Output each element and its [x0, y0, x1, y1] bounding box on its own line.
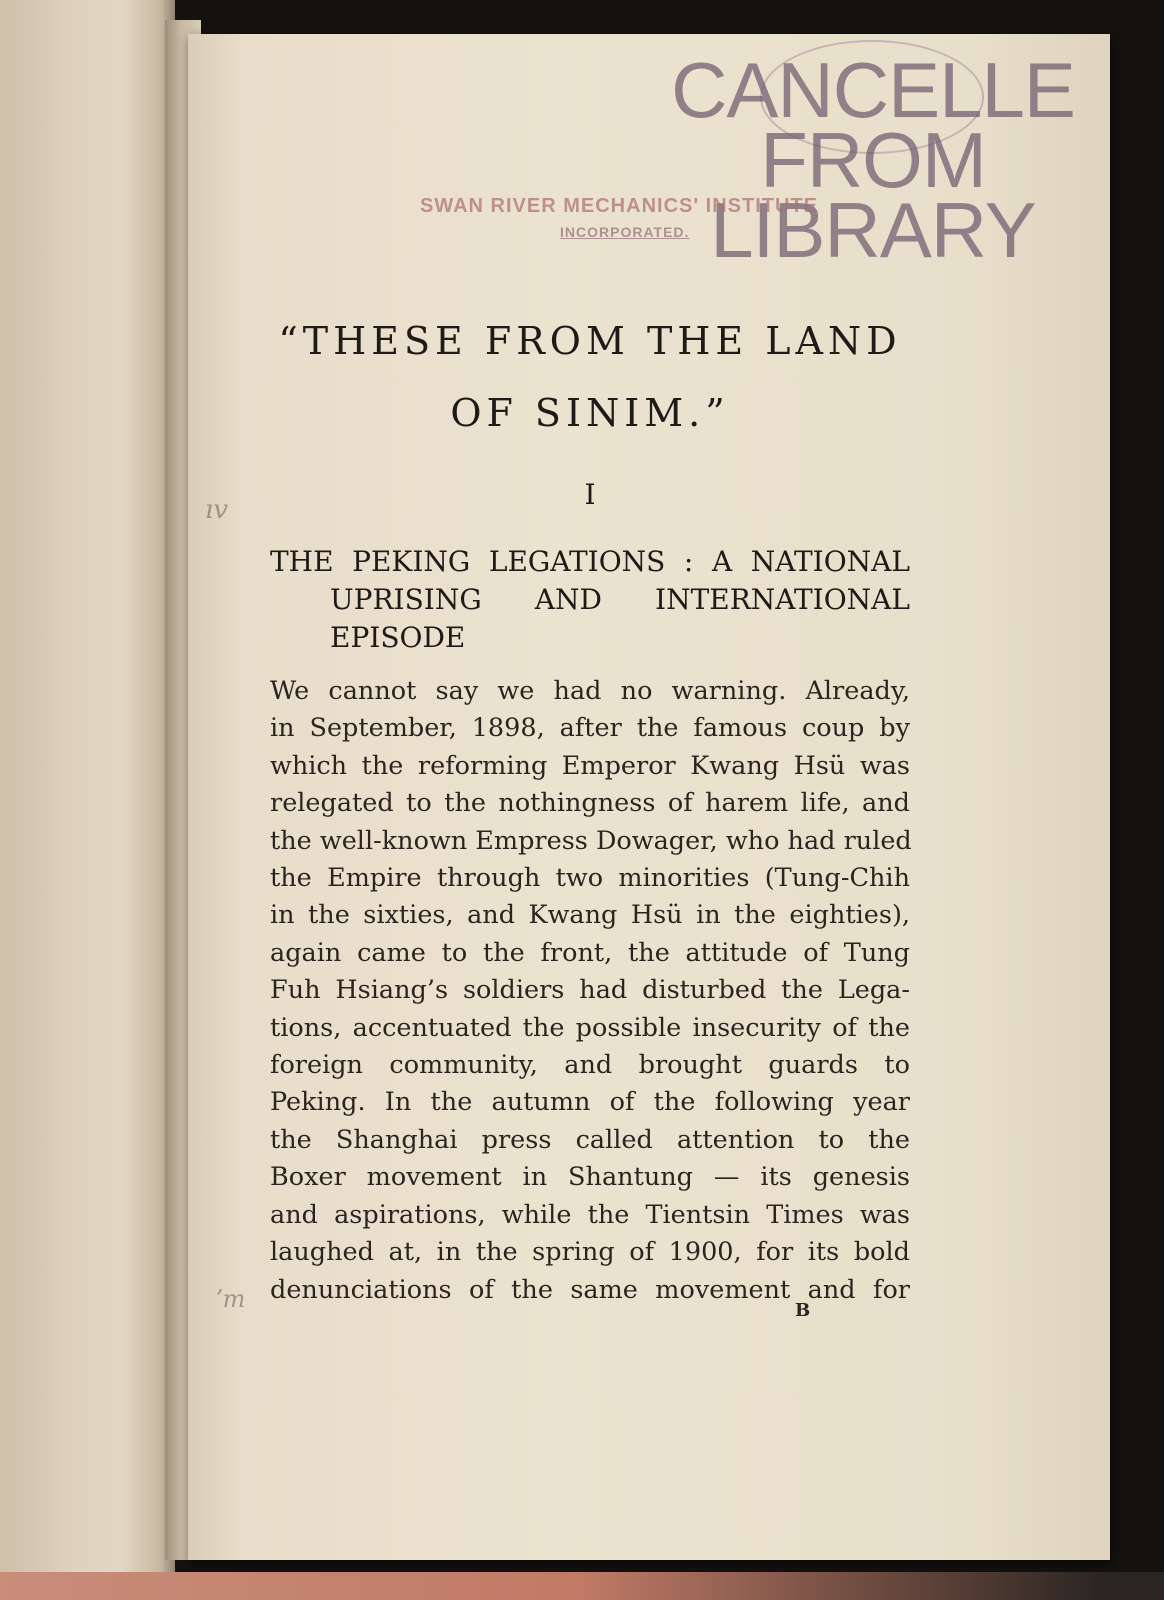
body-paragraph — [270, 673, 910, 1309]
chapter-heading — [270, 543, 910, 657]
signature-mark: B — [795, 1300, 811, 1321]
left-page — [0, 0, 175, 1575]
body-line: We cannot say we had no warning. Already, — [270, 676, 910, 706]
institute-stamp: SWAN RIVER MECHANICS' INSTITUTE — [420, 195, 818, 217]
body-line: laughed at, in the spring of 1900, for its bold — [270, 1237, 910, 1268]
body-line: Peking. In the autumn of the following year — [270, 1087, 910, 1118]
body-line: relegated to the nothingness of harem life, and — [270, 788, 910, 819]
body-line: Boxer movement in Shantung — its genesis — [270, 1162, 910, 1193]
pencil-mark: ıv — [205, 495, 229, 525]
book-title — [270, 305, 910, 449]
body-line: the Shanghai press called attention to the — [270, 1124, 910, 1155]
pencil-mark: ʼm — [215, 1285, 246, 1313]
heading-line-2: UPRISING AND INTERNATIONAL — [330, 583, 910, 616]
body-line: Fuh Hsiang’s soldiers had disturbed the Lega- — [270, 975, 910, 1006]
title-line-1: “THESE FROM THE LAND — [278, 319, 902, 363]
body-line: again came to the front, the attitude of Tung — [270, 937, 910, 968]
incorporated-stamp: INCORPORATED. — [560, 224, 690, 240]
body-line: which the reforming Emperor Kwang Hsü was — [270, 750, 910, 781]
book-cover-edge — [0, 1572, 1164, 1600]
body-line: tions, accentuated the possible insecurity of the — [270, 1012, 910, 1043]
chapter-number: I — [584, 478, 596, 511]
body-line: in September, 1898, after the famous coup by — [270, 713, 910, 744]
body-line: and aspirations, while the Tientsin Times was — [270, 1199, 910, 1230]
title-line-2: OF SINIM.” — [450, 391, 730, 435]
heading-line-3: EPISODE — [330, 621, 466, 654]
body-line: in the sixties, and Kwang Hsü in the eighties), — [270, 900, 910, 931]
heading-line-1: THE PEKING LEGATIONS : A NATIONAL — [270, 545, 910, 578]
body-line: foreign community, and brought guards to — [270, 1050, 910, 1081]
body-line: the well-known Empress Dowager, who had ruled — [270, 825, 912, 856]
cancelled-from-library-stamp: CANCELLE FROM LIBRARY — [671, 46, 1075, 274]
body-line: denunciations of the same movement and for — [270, 1274, 910, 1305]
body-line: the Empire through two minorities (Tung-Chih — [270, 863, 910, 894]
